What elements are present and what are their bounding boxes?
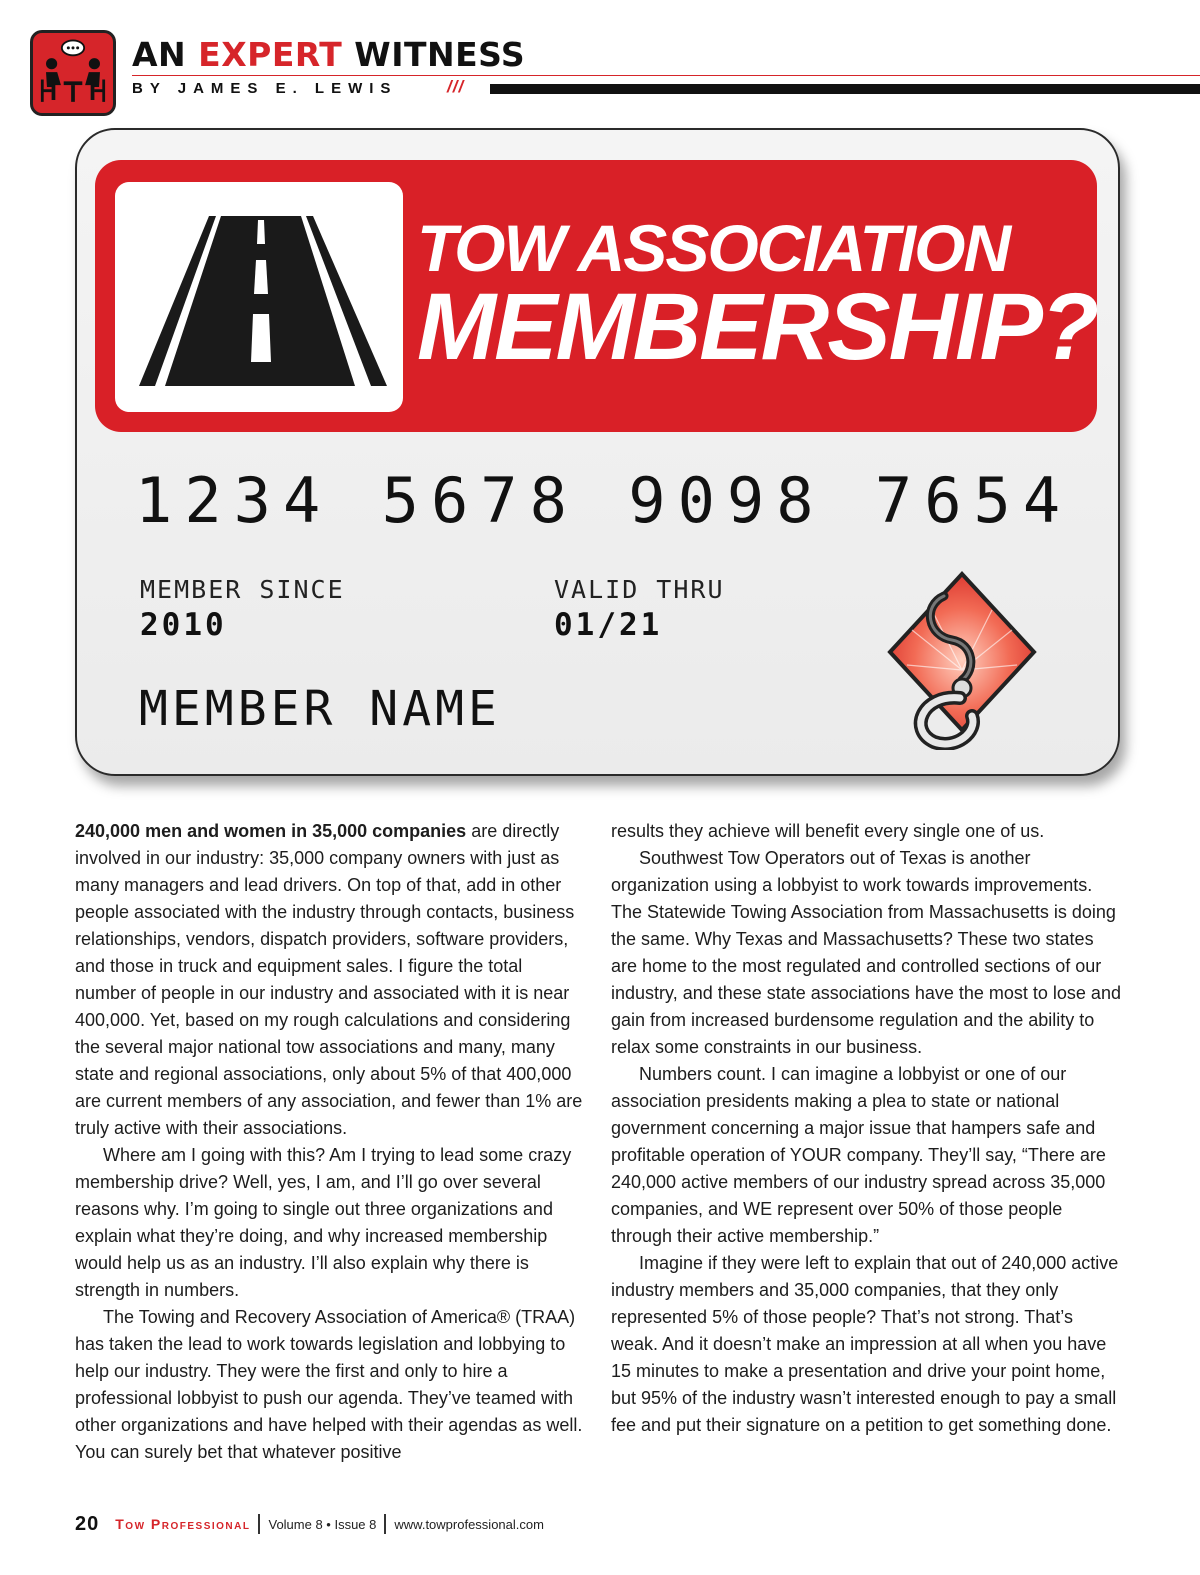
valid-thru-label: VALID THRU <box>554 575 725 604</box>
road-box <box>115 182 403 412</box>
footer-divider <box>258 1514 260 1534</box>
member-since-label: MEMBER SINCE <box>140 575 345 604</box>
two-people-talking-icon <box>33 33 113 113</box>
member-name: MEMBER NAME <box>139 681 501 737</box>
footer-divider <box>384 1514 386 1534</box>
paragraph: results they achieve will benefit every single one of us. <box>611 821 1045 841</box>
website-link[interactable]: www.towprofessional.com <box>394 1516 544 1532</box>
article-column-right <box>611 818 1121 1439</box>
column-logo <box>30 30 116 116</box>
road-icon <box>115 182 403 412</box>
membership-card <box>75 128 1120 776</box>
page-number: 20 <box>75 1512 100 1535</box>
issue-info: Volume 8 • Issue 8 <box>268 1516 377 1532</box>
member-since-value: 2010 <box>140 607 227 643</box>
card-red-band <box>95 160 1097 432</box>
valid-thru-value: 01/21 <box>554 607 663 643</box>
publication-name: Tow Professional <box>115 1516 251 1532</box>
column-title: AN EXPERT WITNESS <box>132 35 526 74</box>
card-title-line1: TOW ASSOCIATION <box>417 211 1010 285</box>
paragraph: Imagine if they were left to explain that out of 240,000 active industry members and 35,000 companies, that they only represented 5% of those people? That’s not strong. That’s weak. And it doesn’t make an impression at all when you have 15 minutes to make a presentation and drive your point home, but 95% of the industry wasn’t interested enough to pay a small fee and put their signature on a petition to get something done. <box>611 1253 1119 1435</box>
header-thick-rule <box>490 84 1200 94</box>
byline: BY JAMES E. LEWIS <box>132 80 398 97</box>
article-column-left <box>75 818 587 1466</box>
page-footer <box>75 1512 544 1536</box>
byline-slashes: /// <box>447 77 465 96</box>
paragraph: Where am I going with this? Am I trying to lead some crazy membership drive? Well, yes, I am, and I’ll go over several reasons why. I’m going to single out three organizations and explain what they’re doing, and why increased membership would help us as an industry. I’ll also explain why there is strength in numbers. <box>75 1145 572 1300</box>
paragraph: The Towing and Recovery Association of America® (TRAA) has taken the lead to work towards legislation and lobbying to help our industry. They were the first and only to hire a professional lobbyist to push our agenda. They’ve teamed with other organizations and have helped with their agendas as well. You can surely bet that whatever positive <box>75 1307 583 1462</box>
tow-hook-icon <box>882 570 1042 750</box>
paragraph: Southwest Tow Operators out of Texas is another organization using a lobbyist to work towards improvements. The Statewide Towing Association from Massachusetts is doing the same. Why Texas and Massachusetts? These two states are home to the most regulated and controlled sections of our industry, and these state associations have the most to lose and gain from increased burdensome regulation and the ability to relax some constraints in our business. <box>611 848 1121 1057</box>
paragraph: Numbers count. I can imagine a lobbyist or one of our association presidents making a plea to state or national government concerning a major issue that hampers safe and profitable operation of YOUR company. They’ll say, “There are 240,000 active members of our industry spread across 35,000 companies, and WE represent over 50% of those people through their active membership.” <box>611 1064 1106 1246</box>
card-title-line2: MEMBERSHIP? <box>417 274 1097 380</box>
header-thin-rule <box>132 75 1200 76</box>
card-number: 1234 5678 9098 7654 <box>135 464 1073 537</box>
paragraph: 240,000 men and women in 35,000 companies are directly involved in our industry: 35,000 company owners with just as many managers and lead drivers. On top of that, add in other people associated with the industry through contacts, business relationships, vendors, dispatch providers, software providers, and those in truck and equipment sales. I figure the total number of people in our industry and associated with it is near 400,000. Yet, based on my rough calculations and considering the several major national tow associations and many, many state and regional associations, only about 5% of that 400,000 are current members of any association, and fewer than 1% are truly active with their associations. <box>75 821 583 1138</box>
